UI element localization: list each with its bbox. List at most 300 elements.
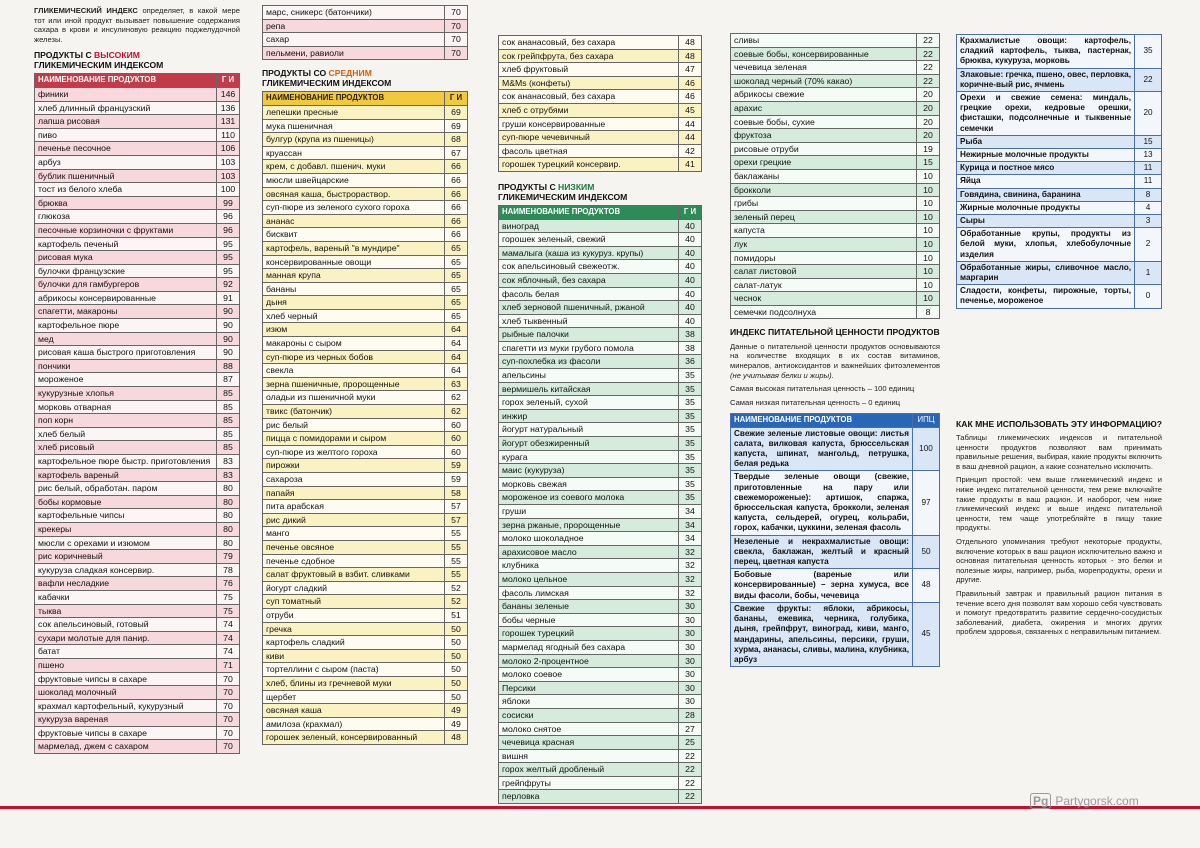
product-name: фруктовые чипсы в сахаре: [35, 726, 217, 740]
ipc-max: Самая высокая питательная ценность – 100 единиц: [730, 384, 915, 394]
table-row: [35, 155, 240, 169]
section-title-high: ПРОДУКТЫ С ВЫСОКИМ ГЛИКЕМИЧЕСКИМ ИНДЕКСОМ: [34, 50, 164, 71]
table-row: [499, 586, 702, 600]
table-row: [263, 581, 468, 595]
index-value: 50: [445, 676, 468, 690]
table-row: [957, 149, 1162, 162]
index-value: 48: [679, 36, 702, 50]
table-row: [499, 396, 702, 410]
product-name: горошек зеленый, консервированный: [263, 731, 445, 745]
table-row: [499, 341, 702, 355]
index-value: 80: [217, 522, 240, 536]
product-name: лук: [731, 237, 917, 251]
product-name: хлеб черный: [263, 309, 445, 323]
table-row: [35, 251, 240, 265]
index-value: 50: [445, 636, 468, 650]
index-value: 22: [679, 763, 702, 777]
table-row: [731, 237, 940, 251]
index-value: 136: [217, 101, 240, 115]
index-value: 71: [217, 658, 240, 672]
index-value: 3: [1135, 215, 1162, 228]
table-row: [731, 569, 940, 603]
product-name: лапша рисовая: [35, 115, 217, 129]
product-name: дыня: [263, 296, 445, 310]
index-value: 40: [679, 246, 702, 260]
index-value: 80: [217, 536, 240, 550]
index-value: 90: [217, 332, 240, 346]
product-name: мука пшеничная: [263, 119, 445, 133]
table-row: [499, 790, 702, 804]
how-to-use-title: КАК МНЕ ИСПОЛЬЗОВАТЬ ЭТУ ИНФОРМАЦИЮ?: [956, 418, 1162, 429]
product-name: Говядина, свинина, баранина: [957, 188, 1135, 201]
index-value: 22: [917, 74, 940, 88]
product-name: овсяная каша: [263, 704, 445, 718]
product-name: чеснок: [731, 292, 917, 306]
ipc-table-continued: [956, 34, 1162, 309]
table-header: [499, 205, 702, 219]
product-name: чечевица зеленая: [731, 61, 917, 75]
table-row: [731, 183, 940, 197]
product-name: фасоль цветная: [499, 144, 679, 158]
product-name: булочки французские: [35, 264, 217, 278]
product-name: молоко снятое: [499, 722, 679, 736]
table-row: [35, 740, 240, 754]
table-row: [499, 437, 702, 451]
index-value: 55: [445, 568, 468, 582]
product-name: репа: [263, 19, 445, 33]
product-name: перловка: [499, 790, 679, 804]
index-value: 69: [445, 119, 468, 133]
product-name: чечевица красная: [499, 736, 679, 750]
table-row: [499, 246, 702, 260]
table-row: [731, 305, 940, 319]
index-value: 70: [217, 713, 240, 727]
product-name: вишня: [499, 749, 679, 763]
index-value: 131: [217, 115, 240, 129]
index-value: 10: [917, 265, 940, 279]
product-name: маис (кукуруза): [499, 464, 679, 478]
table-row: [499, 613, 702, 627]
product-name: хлеб фруктовый: [499, 63, 679, 77]
product-name: щербет: [263, 690, 445, 704]
product-name: баклажаны: [731, 169, 917, 183]
header-name: НАИМЕНОВАНИЕ ПРОДУКТОВ: [731, 414, 913, 427]
table-row: [731, 101, 940, 115]
product-name: арахисовое масло: [499, 545, 679, 559]
index-value: 22: [917, 61, 940, 75]
table-row: [499, 681, 702, 695]
table-row: [957, 68, 1162, 91]
table-row: [263, 364, 468, 378]
low-gi-table: [498, 205, 702, 804]
product-name: пирожки: [263, 459, 445, 473]
index-value: 46: [679, 90, 702, 104]
index-value: 65: [445, 296, 468, 310]
product-name: пончики: [35, 359, 217, 373]
index-value: 42: [679, 144, 702, 158]
table-row: [263, 649, 468, 663]
product-name: Свежие фрукты: яблоки, абрикосы, бананы, ежевика, черника, голубика, дыня, грейпфрут, виноград, киви, манго, мандарины, апельсины, персики, груши, хурма, ананасы, сливы, малина, клубника, арбуз: [731, 602, 913, 666]
table-row: [35, 482, 240, 496]
table-row: [499, 369, 702, 383]
table-row: [35, 672, 240, 686]
header-value: Г И: [679, 205, 702, 219]
product-name: манго: [263, 527, 445, 541]
index-value: 40: [679, 301, 702, 315]
product-name: груши консервированные: [499, 117, 679, 131]
product-name: сухари молотые для панир.: [35, 631, 217, 645]
table-row: [263, 595, 468, 609]
product-name: круассан: [263, 146, 445, 160]
product-name: рыбные палочки: [499, 328, 679, 342]
table-row: [263, 432, 468, 446]
product-name: картофель печеный: [35, 237, 217, 251]
index-value: 65: [445, 241, 468, 255]
table-row: [499, 144, 702, 158]
product-name: мармелад, джем с сахаром: [35, 740, 217, 754]
intro-bold: ГЛИКЕМИЧЕСКИЙ ИНДЕКС: [34, 6, 138, 15]
index-value: 27: [679, 722, 702, 736]
index-value: 57: [445, 513, 468, 527]
product-name: рисовая каша быстрого приготовления: [35, 346, 217, 360]
table-row: [957, 188, 1162, 201]
index-value: 83: [217, 455, 240, 469]
table-row: [263, 608, 468, 622]
table-row: [263, 459, 468, 473]
product-name: суп-пюре из черных бобов: [263, 350, 445, 364]
product-name: пита арабская: [263, 500, 445, 514]
index-value: 70: [217, 686, 240, 700]
table-row: [499, 505, 702, 519]
index-value: 85: [217, 400, 240, 414]
table-row: [263, 391, 468, 405]
index-value: 65: [445, 255, 468, 269]
product-name: салат-латук: [731, 278, 917, 292]
medium-gi-table: [262, 91, 468, 745]
table-row: [35, 359, 240, 373]
medium-gi-table-continued: [498, 35, 702, 172]
index-value: 68: [445, 133, 468, 147]
product-name: хлеб с отрубями: [499, 103, 679, 117]
index-value: 46: [679, 76, 702, 90]
product-name: йогурт сладкий: [263, 581, 445, 595]
product-name: твикс (батончик): [263, 405, 445, 419]
product-name: сахароза: [263, 473, 445, 487]
paragraph: Таблицы гликемических индексов и питательной ценности продуктов позволяют вам принимать правильные решения, выбирая, какие продукты включить в ваш дневной рацион, а какие сознательно исключить.: [956, 433, 1162, 471]
index-value: 63: [445, 377, 468, 391]
product-name: Твердые зеленые овощи (свежие, приготовленные на пару или свежемороженые): артишок, спаржа, брюссельская капуста, брокколи, зеленая капуста, сельдерей, огурец, кольраби, горох, кабачки, цуккини, зеленая фасоль: [731, 471, 913, 535]
table-row: [263, 282, 468, 296]
index-value: 80: [217, 495, 240, 509]
index-value: 8: [1135, 188, 1162, 201]
product-name: изюм: [263, 323, 445, 337]
product-name: Орехи и свежие семена: миндаль, грецкие орехи, кедровые орешки, фисташки, подсолнечные и тыквенные семечки: [957, 92, 1135, 136]
index-value: 35: [679, 369, 702, 383]
product-name: глюкоза: [35, 210, 217, 224]
table-row: [35, 550, 240, 564]
index-value: 20: [917, 88, 940, 102]
index-value: 30: [679, 681, 702, 695]
table-row: [35, 468, 240, 482]
table-row: [263, 717, 468, 731]
table-row: [731, 535, 940, 569]
table-row: [35, 169, 240, 183]
product-name: фасоль белая: [499, 287, 679, 301]
product-name: шоколад молочный: [35, 686, 217, 700]
index-value: 32: [679, 559, 702, 573]
index-value: 40: [679, 287, 702, 301]
product-name: сливы: [731, 34, 917, 48]
index-value: 2: [1135, 228, 1162, 262]
table-row: [499, 423, 702, 437]
watermark-text: Partygorsk.com: [1055, 794, 1139, 808]
product-name: мюсли швейцарские: [263, 173, 445, 187]
table-row: [35, 305, 240, 319]
product-name: овсяная каша, быстрораствор.: [263, 187, 445, 201]
index-value: 74: [217, 645, 240, 659]
table-row: [263, 554, 468, 568]
product-name: горошек зеленый, свежий: [499, 233, 679, 247]
index-value: 10: [917, 292, 940, 306]
index-value: 88: [217, 359, 240, 373]
product-name: Обработанные крупы, продукты из белой муки, хлопья, хлебобулочные изделия: [957, 228, 1135, 262]
product-name: сосиски: [499, 708, 679, 722]
index-value: 32: [679, 572, 702, 586]
product-name: апельсины: [499, 369, 679, 383]
table-row: [731, 278, 940, 292]
index-value: 10: [917, 278, 940, 292]
index-value: 22: [679, 749, 702, 763]
table-row: [35, 726, 240, 740]
product-name: грибы: [731, 197, 917, 211]
index-value: 79: [217, 550, 240, 564]
table-row: [499, 559, 702, 573]
product-name: лепешки пресные: [263, 105, 445, 119]
table-row: [731, 34, 940, 48]
product-name: Жирные молочные продукты: [957, 201, 1135, 214]
table-row: [263, 663, 468, 677]
product-name: M&Ms (конфеты): [499, 76, 679, 90]
table-row: [957, 162, 1162, 175]
product-name: салат листовой: [731, 265, 917, 279]
index-value: 83: [217, 468, 240, 482]
table-row: [263, 473, 468, 487]
product-name: хлеб, блины из гречневой муки: [263, 676, 445, 690]
table-row: [263, 173, 468, 187]
column-high-gi: [34, 6, 240, 754]
index-value: 34: [679, 505, 702, 519]
product-name: орехи грецкие: [731, 156, 917, 170]
product-name: кукуруза вареная: [35, 713, 217, 727]
table-header: [731, 414, 940, 427]
index-value: 22: [1135, 68, 1162, 91]
table-row: [35, 631, 240, 645]
index-value: 90: [217, 305, 240, 319]
product-name: вафли несладкие: [35, 577, 217, 591]
table-row: [35, 522, 240, 536]
table-row: [35, 223, 240, 237]
product-name: консервированные овощи: [263, 255, 445, 269]
product-name: морковь отварная: [35, 400, 217, 414]
product-name: ананас: [263, 214, 445, 228]
table-row: [499, 382, 702, 396]
index-value: 74: [217, 618, 240, 632]
table-row: [263, 323, 468, 337]
table-header: [263, 92, 468, 106]
product-name: семечки подсолнуха: [731, 305, 917, 319]
product-name: крахмал картофельный, кукурузный: [35, 699, 217, 713]
table-row: [263, 19, 468, 33]
product-name: булочки для гамбургеров: [35, 278, 217, 292]
table-row: [35, 536, 240, 550]
table-row: [263, 704, 468, 718]
paragraph: Принцип простой: чем выше гликемический индекс и ниже индекс питательной ценности, тем реже включайте такие продукты в ваш рацион. И наоборот, чем ниже гликемический индекс и выше индекс питательной ценности, тем чаще употребляйте в пищу такие продукты.: [956, 475, 1162, 533]
index-value: 35: [679, 464, 702, 478]
table-row: [35, 618, 240, 632]
index-value: 35: [679, 409, 702, 423]
index-value: 35: [679, 450, 702, 464]
product-name: картофельное пюре: [35, 319, 217, 333]
index-value: 20: [1135, 92, 1162, 136]
table-row: [499, 545, 702, 559]
product-name: горох зеленый, сухой: [499, 396, 679, 410]
index-value: 90: [217, 319, 240, 333]
table-row: [35, 196, 240, 210]
table-row: [263, 296, 468, 310]
product-name: суп-пюре чечевичный: [499, 131, 679, 145]
table-row: [499, 695, 702, 709]
index-value: 20: [917, 101, 940, 115]
table-row: [263, 105, 468, 119]
index-value: 15: [917, 156, 940, 170]
index-value: 64: [445, 337, 468, 351]
product-name: Обработанные жиры, сливочное масло, маргарин: [957, 261, 1135, 284]
table-row: [499, 600, 702, 614]
table-row: [263, 405, 468, 419]
product-name: киви: [263, 649, 445, 663]
product-name: песочные корзиночки с фруктами: [35, 223, 217, 237]
product-name: крекеры: [35, 522, 217, 536]
index-value: 47: [679, 63, 702, 77]
table-row: [957, 35, 1162, 69]
product-name: Нежирные молочные продукты: [957, 149, 1135, 162]
product-name: горошек турецкий: [499, 627, 679, 641]
index-value: 40: [679, 233, 702, 247]
index-value: 10: [917, 197, 940, 211]
index-value: 87: [217, 373, 240, 387]
product-name: фруктоза: [731, 129, 917, 143]
product-name: пиво: [35, 128, 217, 142]
product-name: суп-похлебка из фасоли: [499, 355, 679, 369]
index-value: 19: [917, 142, 940, 156]
index-value: 40: [679, 314, 702, 328]
table-row: [35, 590, 240, 604]
index-value: 80: [217, 482, 240, 496]
table-row: [35, 509, 240, 523]
table-row: [35, 658, 240, 672]
table-row: [263, 6, 468, 20]
product-name: рисовые отруби: [731, 142, 917, 156]
product-name: абрикосы свежие: [731, 88, 917, 102]
table-row: [499, 776, 702, 790]
product-name: клубника: [499, 559, 679, 573]
table-row: [35, 115, 240, 129]
table-row: [499, 273, 702, 287]
product-name: сок яблочный, без сахара: [499, 273, 679, 287]
table-row: [731, 142, 940, 156]
table-row: [35, 264, 240, 278]
product-name: хлеб белый: [35, 427, 217, 441]
column-ipc: [956, 34, 1162, 641]
table-row: [957, 228, 1162, 262]
product-name: йогурт натуральный: [499, 423, 679, 437]
index-value: 30: [679, 695, 702, 709]
index-value: 35: [679, 396, 702, 410]
column-low-gi-ipc: [730, 6, 940, 667]
product-name: зеленый перец: [731, 210, 917, 224]
index-value: 96: [217, 223, 240, 237]
table-row: [499, 301, 702, 315]
index-value: 10: [917, 183, 940, 197]
intro-text: [34, 6, 240, 44]
table-row: [35, 210, 240, 224]
index-value: 110: [217, 128, 240, 142]
product-name: капуста: [731, 224, 917, 238]
table-row: [35, 319, 240, 333]
index-value: 95: [217, 237, 240, 251]
product-name: салат фруктовый в взбит. сливками: [263, 568, 445, 582]
index-value: 67: [445, 146, 468, 160]
product-name: печенье песочное: [35, 142, 217, 156]
table-row: [35, 455, 240, 469]
product-name: курага: [499, 450, 679, 464]
paragraph: Правильный завтрак и правильный рацион питания в течение всего дня позволят вам хорошо себя чувствовать и помогут предотвратить развитие сердечно-сосудистых заболеваний, диабета, ожирения и многих других проблем здоровья, связанных с неправильным питанием.: [956, 588, 1162, 637]
product-name: фасоль лимская: [499, 586, 679, 600]
table-row: [35, 278, 240, 292]
index-value: 96: [217, 210, 240, 224]
index-value: 92: [217, 278, 240, 292]
index-value: 50: [445, 690, 468, 704]
index-value: 40: [679, 273, 702, 287]
table-row: [499, 287, 702, 301]
product-name: кукуруза сладкая консервир.: [35, 563, 217, 577]
product-name: батат: [35, 645, 217, 659]
product-name: булгур (крупа из пшеницы): [263, 133, 445, 147]
product-name: Злаковые: гречка, пшено, овес, перловка, коричне-вый рис, ячмень: [957, 68, 1135, 91]
product-name: суп томатный: [263, 595, 445, 609]
product-name: бананы зеленые: [499, 600, 679, 614]
product-name: папайя: [263, 486, 445, 500]
index-value: 80: [217, 509, 240, 523]
product-name: мед: [35, 332, 217, 346]
table-row: [35, 563, 240, 577]
column-medium-gi: [262, 7, 468, 745]
product-name: помидоры: [731, 251, 917, 265]
product-name: мармелад ягодный без сахара: [499, 640, 679, 654]
index-value: 65: [445, 269, 468, 283]
product-name: брокколи: [731, 183, 917, 197]
product-name: шоколад черный (70% какао): [731, 74, 917, 88]
index-value: 91: [217, 291, 240, 305]
table-row: [499, 260, 702, 274]
table-row: [957, 215, 1162, 228]
product-name: сок апельсиновый свежеотж.: [499, 260, 679, 274]
product-name: зерна пшеничные, пророщенные: [263, 377, 445, 391]
header-name: НАИМЕНОВАНИЕ ПРОДУКТОВ: [499, 205, 679, 219]
table-row: [499, 749, 702, 763]
bottom-red-bar: [0, 806, 1200, 809]
table-row: [499, 736, 702, 750]
